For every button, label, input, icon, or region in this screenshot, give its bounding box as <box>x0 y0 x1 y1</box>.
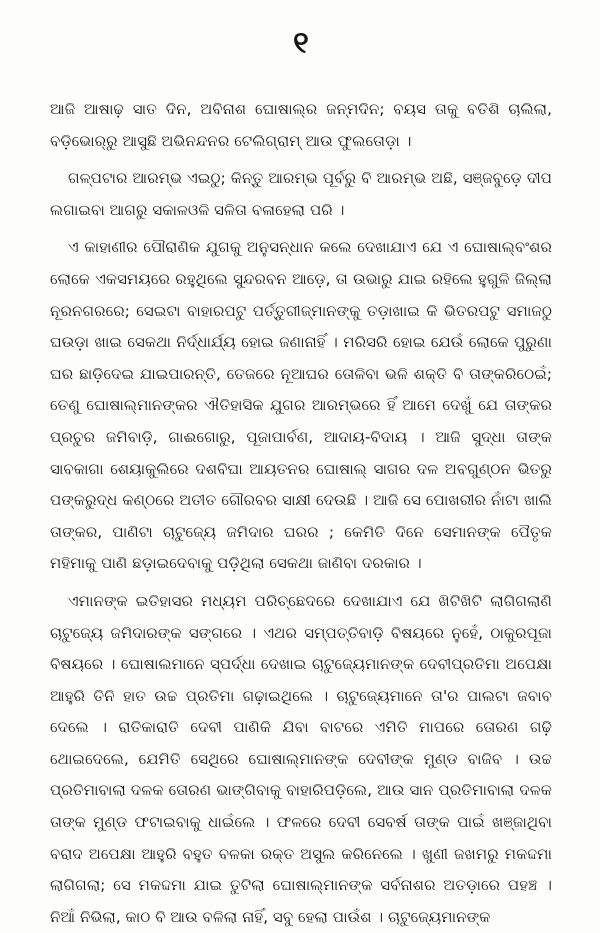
paragraph-3: ଏ କାହାଣୀର ପୌରାଣିକ ଯୁଗକୁ ଅନୁସନ୍ଧାନ କଲେ ଦେଖାଯାଏ ଯେ ଏ ଘୋଷାଲ୍‌ବଂଶର ଲୋକେ ଏକସମୟରେ ରହୁଥିଲେ ସୁନ୍ଦରବନ ଆଡ଼େ, ତା ଉଭାରୁ ଯାଇ ରହିଲେ ହୁଗୁଳି ଜିଲ୍ଲା ନୂରନଗରରେ; ସେଇଟା ବାହାରପଟୁ ପର୍ତ୍ତୁଗୀଜ୍‌ମାନଙ୍କୁ ତଡ଼ାଖାଇ କି ଭିତରପଟୁ ସମାଜଠୁ ଘଉଡ଼ା ଖାଇ ସେକଥା ନିର୍ଦ୍ଧାର୍ଯ୍ୟ ହୋଇ ଜଣାନାହିଁ । ମରିସରି ହୋଇ ଯେଉଁ ଲୋକେ ପୁରୁଣା ଘର ଛାଡ଼ିଦେଇ ଯାଇପାରନ୍ତି, ତେଜରେ ନୂଆଘର ତୋଳିବା ଭଳି ଶକ୍ତି ବି ତାଙ୍କରିଠେଇଁ; ତେଣୁ ଘୋଷାଲ୍‌ମାନଙ୍କର ଐତିହାସିକ ଯୁଗର ଆରମ୍ଭରେ ହିଁ ଆମେ ଦେଖୁଁ ଯେ ତାଙ୍କର ପ୍ରଚୁର ଜମିବାଡ଼ି, ଗାଈଗୋରୁ, ପୂଜାପାର୍ବଣ, ଆଦାୟ-ବିଦାୟ । ଆଜି ସୁଦ୍ଧା ତାଙ୍କ ସାବକାଗା ଶେୟାକୁଲିରେ ଦଶବିଘା ଆୟତନର ଘୋଷାଲ୍ ସାଗର ଦଳ ଅବଗୁଣ୍ଠନ ଭିତରୁ ପଙ୍କରୁଦ୍ଧ କଣ୍ଠରେ ଅତୀତ ଗୌରବର ସାକ୍ଷୀ ଦେଉଛି । ଆଜି ସେ ପୋଖରୀର ନାଁଟା ଖାଲି ତାଙ୍କର, ପାଣିଟା ଚାଟୁଜ୍ୟେ ଜମିଦାର ଘରର ; କେମିତି ଦିନେ ସେମାନଙ୍କ ପୈତୃକ ମହିମାକୁ ପାଣି ଛଡ଼ାଇଦେବାକୁ ପଡ଼ିଥିଲା ସେକଥା ଜାଣିବା ଦରକାର । <box>50 238 552 573</box>
paragraph-1: ଆଜି ଆଷାଢ଼ ସାତ ଦିନ, ଅବିନାଶ ଘୋଷାଲ୍‌ର ଜନ୍ମଦିନ; ବୟସ ତାକୁ ବତିଶି ଚାଲିଲା, ବଡ଼ିଭୋର୍‌ରୁ ଆସୁଛି ଅଭିନନ୍ଦନର ଟେଲିଗ୍ରାମ୍ ଆଉ ଫୁଲତୋଡ଼ା । <box>50 100 552 150</box>
page-number: ୧ <box>293 26 309 61</box>
paragraph-4: ଏମାନଙ୍କ ଇତିହାସର ମଧ୍ୟମ ପରିଚ୍ଛେଦରେ ଦେଖାଯାଏ ଯେ ଖିଟିଖିଟି ଲାଗିଗଲାଣି ଚାଟୁଜ୍ୟେ ଜମିଦାରଙ୍କ ସଙ୍ଗରେ । ଏଥର ସମ୍ପତ୍ତିବାଡ଼ି ବିଷୟରେ ନୁହେଁ, ଠାକୁରପୂଜା ବିଷୟରେ । ଘୋଷାଲମାନେ ସ୍ପର୍ଦ୍ଧା ଦେଖାଇ ଚାଟୁଜ୍ୟେମାନଙ୍କ ଦେବୀପ୍ରତିମା ଅପେକ୍ଷା ଆହୁରି ତିନି ହାତ ଉଚ୍ଚ ପ୍ରତିମା ଗଢ଼ାଇଥିଲେ । ଚାଟୁଜ୍ୟେମାନେ ତା'ର ପାଲଟା ଜବାବ ଦେଲେ । ରାତିକାରାତି ଦେବୀ ପାଣିକି ଯିବା ବାଟରେ ଏମିତି ମାପରେ ତୋରଣ ଗଢ଼ି ଥୋଇଦେଲେ, ଯେମିତି ସେଥିରେ ଘୋଷାଲ୍‌ମାନଙ୍କ ଦେବୀଙ୍କ ମୁଣ୍ଡ ବାଜିବ । ଉଚ୍ଚ ପ୍ରତିମାବାଲା ଦଳକ ତୋରଣ ଭାଙ୍ଗିବାକୁ ବାହାରିପଡ଼ିଲେ, ଆଉ ସାନ ପ୍ରତିମାବାଲା ଦଳକ ତାଙ୍କ ମୁଣ୍ଡ ଫଟାଇବାକୁ ଧାଇଁଲେ । ଫଳରେ ଦେବୀ ସେବର୍ଷ ତାଙ୍କ ପାଇଁ ଖଞ୍ଜାଥିବା ବରାଦ ଅପେକ୍ଷା ଆହୁରି ବହୁତ ବଳକା ରକ୍ତ ଅସୁଲ କରିନେଲେ । ଖୁଣୀ ଜଖମରୁ ମକଦ୍ଦମା ଲାଗିଗଲା; ସେ ମକଦ୍ଦମା ଯାଇ ତୁଟିଲା ଘୋଷାଲ୍‌ମାନଙ୍କ ସର୍ବନାଶର ଅତଡ଼ାରେ ପହଞ୍ଚ । ନିଆଁ ନିଭିଲା, କାଠ ବି ଆଉ ବଳିଲା ନାହିଁ, ସବୁ ହେଲା ପାଉଁଶ । ଚାଟୁଜ୍ୟେମାନଙ୍କ <box>50 591 552 926</box>
paragraph-2: ଗଳ୍ପଟାର ଆରମ୍ଭ ଏଇଠୁ; କିନ୍ତୁ ଆରମ୍ଭ ପୂର୍ବରୁ ବି ଆରମ୍ଭ ଅଛି, ସଞ୍ଜବୁଡ଼େ ଦୀପ ଲଗାଇବା ଆଗରୁ ସକାଳଓଳି ସଳିତା ବଳାହେଲା ପରି । <box>50 169 552 219</box>
